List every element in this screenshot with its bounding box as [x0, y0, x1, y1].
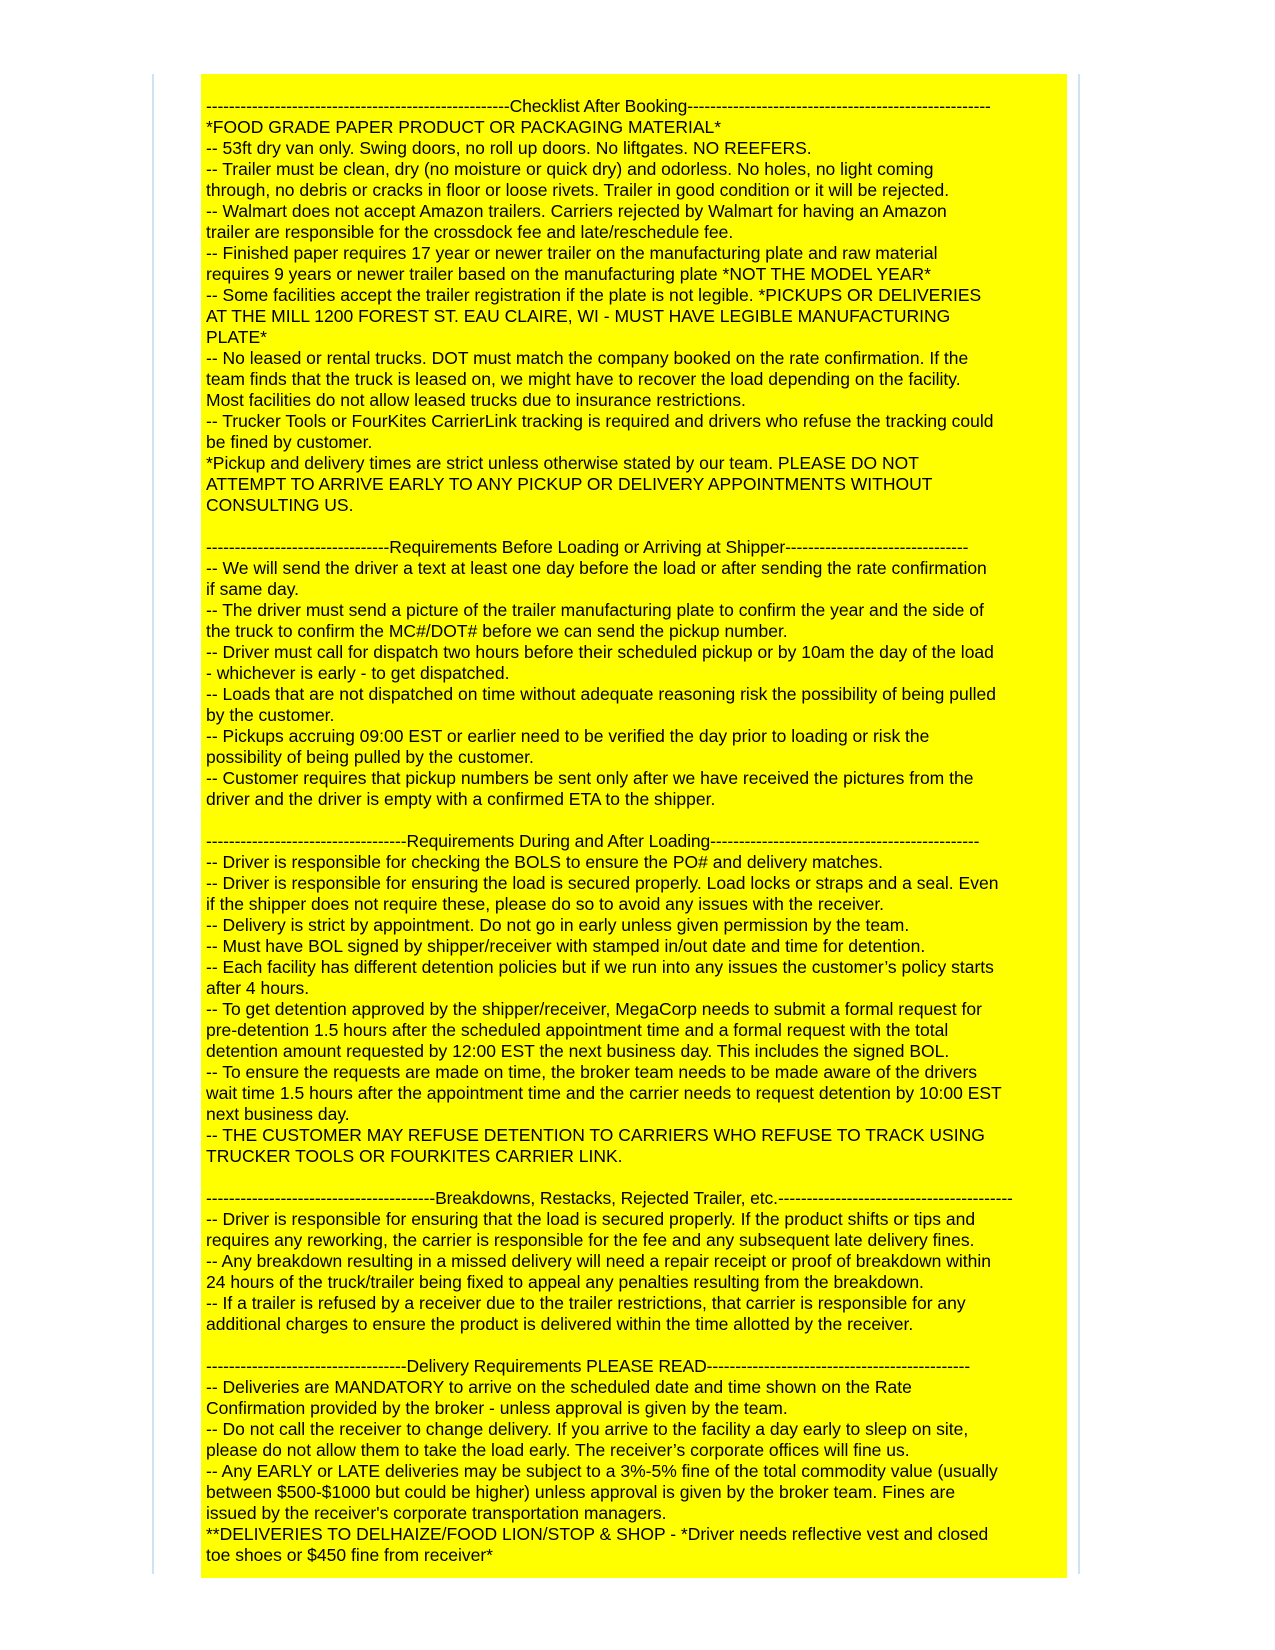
section-line: pre-detention 1.5 hours after the scheduled appointment time and a formal request with the total [206, 1020, 949, 1040]
section-line: -- The driver must send a picture of the trailer manufacturing plate to confirm the year and the side of [206, 600, 984, 620]
section-line: -- Driver is responsible for ensuring that the load is secured properly. If the product shifts or tips and [206, 1209, 976, 1229]
section-before-loading [206, 537, 1061, 810]
section-line: issued by the receiver's corporate transportation managers. [206, 1503, 667, 1523]
section-line: by the customer. [206, 705, 335, 725]
section-line: through, no debris or cracks in floor or loose rivets. Trailer in good condition or it will be rejected. [206, 180, 950, 200]
section-line: additional charges to ensure the product is delivered within the time allotted by the receiver. [206, 1314, 914, 1334]
section-line: PLATE* [206, 327, 267, 347]
section-line: next business day. [206, 1104, 350, 1124]
section-title: -----------------------------------Delivery Requirements PLEASE READ---------------------------------------------- [206, 1356, 971, 1376]
section-line: toe shoes or $450 fine from receiver* [206, 1545, 493, 1565]
section-line: -- Finished paper requires 17 year or newer trailer on the manufacturing plate and raw material [206, 243, 938, 263]
section-line: -- 53ft dry van only. Swing doors, no roll up doors. No liftgates. NO REEFERS. [206, 138, 812, 158]
section-line: after 4 hours. [206, 978, 310, 998]
section-line: -- Each facility has different detention policies but if we run into any issues the customer’s policy starts [206, 957, 994, 977]
section-line: ATTEMPT TO ARRIVE EARLY TO ANY PICKUP OR DELIVERY APPOINTMENTS WITHOUT [206, 474, 933, 494]
section-line: TRUCKER TOOLS OR FOURKITES CARRIER LINK. [206, 1146, 623, 1166]
section-line: Confirmation provided by the broker - unless approval is given by the team. [206, 1398, 788, 1418]
section-line: -- Some facilities accept the trailer registration if the plate is not legible. *PICKUPS OR DELIVERIES [206, 285, 982, 305]
section-title: ----------------------------------------Breakdowns, Restacks, Rejected Trailer, etc.----------------------------------------- [206, 1188, 1013, 1208]
section-line: -- Driver is responsible for ensuring the load is secured properly. Load locks or straps and a seal. Even [206, 873, 999, 893]
section-line: AT THE MILL 1200 FOREST ST. EAU CLAIRE, WI - MUST HAVE LEGIBLE MANUFACTURING [206, 306, 951, 326]
section-line: -- To ensure the requests are made on time, the broker team needs to be made aware of the drivers [206, 1062, 978, 1082]
section-line: CONSULTING US. [206, 495, 354, 515]
section-line: -- Must have BOL signed by shipper/receiver with stamped in/out date and time for detention. [206, 936, 926, 956]
right-border-line [1078, 74, 1080, 1574]
section-spacer [206, 810, 1061, 831]
section-line: **DELIVERIES TO DELHAIZE/FOOD LION/STOP & SHOP - *Driver needs reflective vest and closed [206, 1524, 989, 1544]
section-line: -- If a trailer is refused by a receiver due to the trailer restrictions, that carrier is responsible for any [206, 1293, 966, 1313]
left-border-line [152, 74, 154, 1574]
section-line: 24 hours of the truck/trailer being fixed to appeal any penalties resulting from the breakdown. [206, 1272, 924, 1292]
section-line: requires any reworking, the carrier is responsible for the fee and any subsequent late delivery fines. [206, 1230, 975, 1250]
section-line: if same day. [206, 579, 300, 599]
section-line: -- We will send the driver a text at least one day before the load or after sending the rate confirmation [206, 558, 987, 578]
section-line: detention amount requested by 12:00 EST the next business day. This includes the signed BOL. [206, 1041, 950, 1061]
section-during-after-loading [206, 831, 1061, 1167]
section-line: possibility of being pulled by the customer. [206, 747, 534, 767]
section-line: Most facilities do not allow leased trucks due to insurance restrictions. [206, 390, 746, 410]
section-line: -- THE CUSTOMER MAY REFUSE DETENTION TO CARRIERS WHO REFUSE TO TRACK USING [206, 1125, 985, 1145]
section-line: -- Any breakdown resulting in a missed delivery will need a repair receipt or proof of breakdown within [206, 1251, 991, 1271]
section-line: trailer are responsible for the crossdock fee and late/reschedule fee. [206, 222, 734, 242]
section-line: between $500-$1000 but could be higher) unless approval is given by the broker team. Fines are [206, 1482, 956, 1502]
checklist-panel [201, 74, 1067, 1578]
section-line: team finds that the truck is leased on, we might have to recover the load depending on the facility. [206, 369, 961, 389]
section-breakdowns [206, 1188, 1061, 1335]
section-line: driver and the driver is empty with a confirmed ETA to the shipper. [206, 789, 716, 809]
section-line: -- Deliveries are MANDATORY to arrive on the scheduled date and time shown on the Rate [206, 1377, 912, 1397]
section-spacer [206, 1335, 1061, 1356]
section-line: -- Pickups accruing 09:00 EST or earlier need to be verified the day prior to loading or risk the [206, 726, 930, 746]
section-line: -- Trucker Tools or FourKites CarrierLink tracking is required and drivers who refuse the tracking could [206, 411, 994, 431]
section-line: requires 9 years or newer trailer based on the manufacturing plate *NOT THE MODEL YEAR* [206, 264, 931, 284]
section-delivery-requirements [206, 1356, 1061, 1566]
section-line: -- Any EARLY or LATE deliveries may be subject to a 3%-5% fine of the total commodity value (usually [206, 1461, 998, 1481]
section-line: wait time 1.5 hours after the appointment time and the carrier needs to request detention by 10:00 EST [206, 1083, 1002, 1103]
section-line: -- Trailer must be clean, dry (no moisture or quick dry) and odorless. No holes, no light coming [206, 159, 934, 179]
section-spacer [206, 1167, 1061, 1188]
section-line: *FOOD GRADE PAPER PRODUCT OR PACKAGING MATERIAL* [206, 117, 722, 137]
section-line: -- Do not call the receiver to change delivery. If you arrive to the facility a day early to sleep on site, [206, 1419, 969, 1439]
section-title: --------------------------------Requirements Before Loading or Arriving at Shipper-------------------------------- [206, 537, 969, 557]
section-title: -----------------------------------Requirements During and After Loading----------------------------------------------- [206, 831, 980, 851]
section-line: -- Delivery is strict by appointment. Do not go in early unless given permission by the team. [206, 915, 910, 935]
section-line: -- Loads that are not dispatched on time without adequate reasoning risk the possibility of being pulled [206, 684, 996, 704]
section-line: be fined by customer. [206, 432, 373, 452]
section-line: -- Walmart does not accept Amazon trailers. Carriers rejected by Walmart for having an Amazon [206, 201, 947, 221]
section-line: if the shipper does not require these, please do so to avoid any issues with the receiver. [206, 894, 885, 914]
section-line: -- Driver must call for dispatch two hours before their scheduled pickup or by 10am the day of the load [206, 642, 994, 662]
section-line: *Pickup and delivery times are strict unless otherwise stated by our team. PLEASE DO NOT [206, 453, 919, 473]
section-line: -- Customer requires that pickup numbers be sent only after we have received the pictures from the [206, 768, 974, 788]
section-line: please do not allow them to take the load early. The receiver’s corporate offices will fine us. [206, 1440, 910, 1460]
section-line: -- No leased or rental trucks. DOT must match the company booked on the rate confirmation. If the [206, 348, 969, 368]
section-line: - whichever is early - to get dispatched. [206, 663, 510, 683]
section-line: the truck to confirm the MC#/DOT# before we can send the pickup number. [206, 621, 788, 641]
section-title: -----------------------------------------------------Checklist After Booking----------------------------------------------------- [206, 96, 991, 116]
section-spacer [206, 516, 1061, 537]
section-checklist-after-booking [206, 96, 1061, 516]
section-line: -- Driver is responsible for checking the BOLS to ensure the PO# and delivery matches. [206, 852, 883, 872]
section-line: -- To get detention approved by the shipper/receiver, MegaCorp needs to submit a formal request for [206, 999, 982, 1019]
